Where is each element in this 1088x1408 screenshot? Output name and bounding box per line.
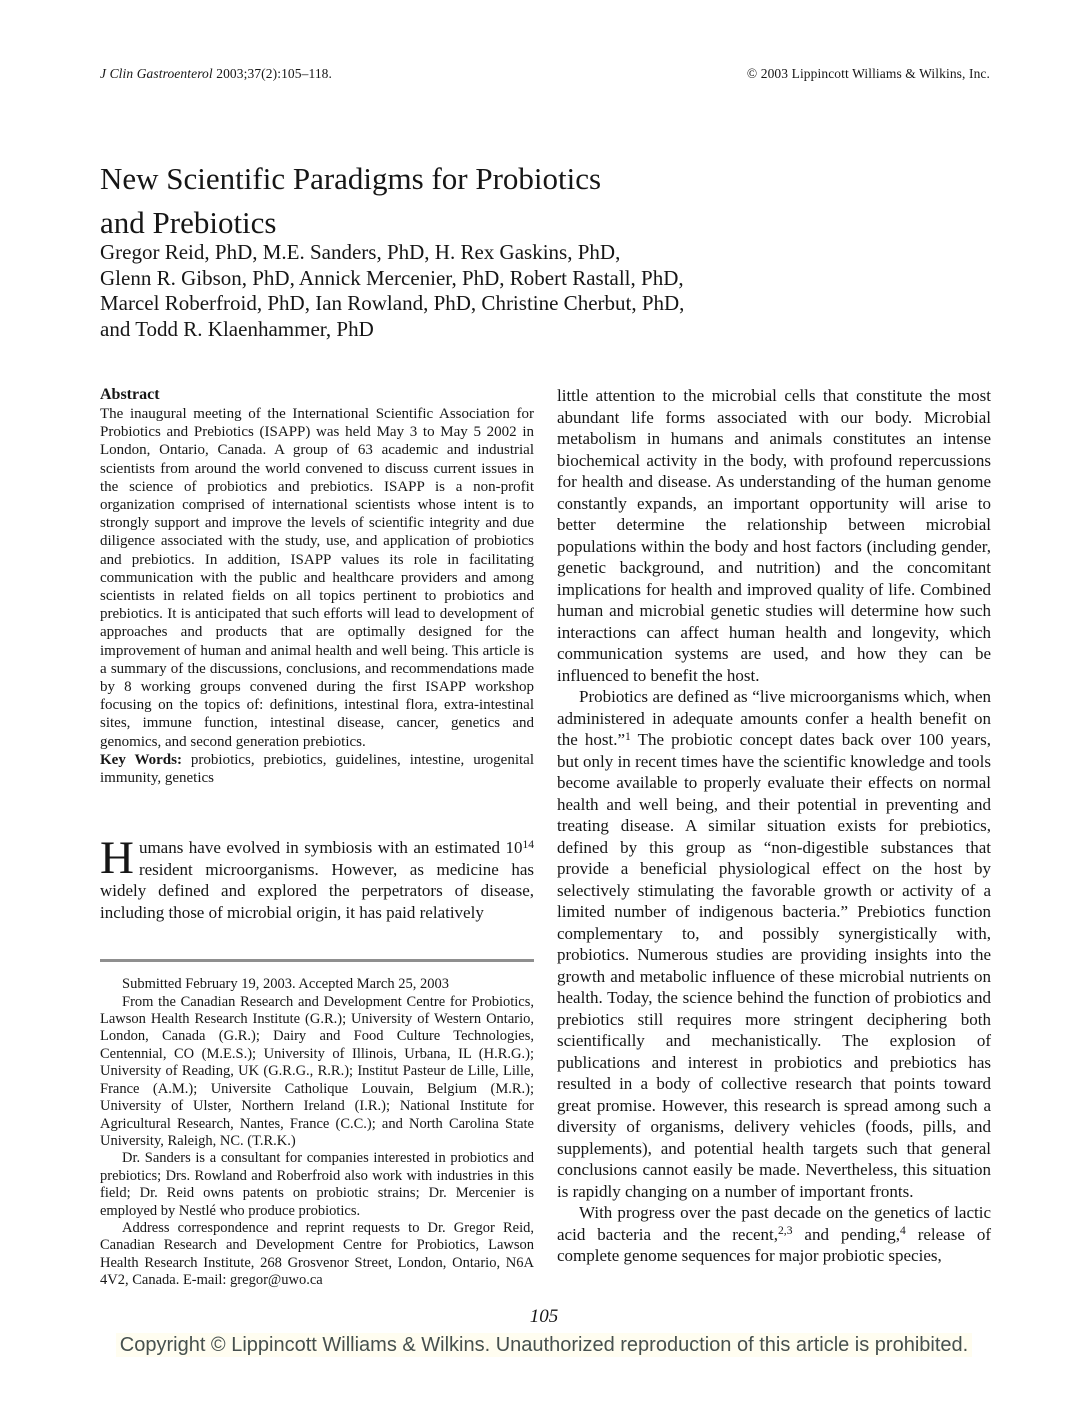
exponent: 14 xyxy=(522,838,534,852)
header-copyright: © 2003 Lippincott Williams & Wilkins, Inc. xyxy=(746,66,990,81)
abstract-section xyxy=(100,385,534,787)
article-title-line2: and Prebiotics xyxy=(100,204,277,240)
journal-citation xyxy=(100,66,332,82)
page-number: 105 xyxy=(529,1306,559,1327)
abstract-body xyxy=(100,405,534,787)
footnote-affiliations: From the Canadian Research and Development Centre for Probiotics, Lawson Health Research Institute (G.R.); University of Western Ontario, London, Canada (G.R.); Dairy and Food Culture Technologies, Centennial, CO (M.E.S.); University of Illinois, Urbana, IL (H.R.G.); University of Reading, UK (G.R.G., R.R.); Institut Pasteur de Lille, Lille, France (A.M.); Universite Catholique Louvain, Belgium (M.R.); University of Ulster, Northern Ireland (I.R.); National Institute for Agricultural Research, Nantes, France (C.C.); and North Carolina State University, Raleigh, NC. (T.R.K.) xyxy=(100,993,534,1149)
keywords-label: Key Words: xyxy=(100,751,182,768)
body-paragraph-2 xyxy=(557,686,991,1202)
intro-text-pre: umans have evolved in symbiosis with an estimated 10 xyxy=(138,838,523,858)
intro-paragraph xyxy=(100,832,534,923)
journal-citation-numbers: 2003;37(2):105–118. xyxy=(212,66,332,81)
body-paragraph-3 xyxy=(557,1202,991,1267)
author-line: Glenn R. Gibson, PhD, Annick Mercenier, PhD, Robert Rastall, PhD, xyxy=(100,265,684,290)
copyright-watermark-text: Copyright © Lippincott Williams & Wilkins. Unauthorized reproduction of this article is prohibited. xyxy=(116,1333,972,1357)
journal-name: J Clin Gastroenterol xyxy=(100,66,213,81)
footnote-submitted: Submitted February 19, 2003. Accepted March 25, 2003 xyxy=(122,976,449,993)
reference-superscript-1: 1 xyxy=(625,729,631,743)
keywords-text: probiotics, prebiotics, guidelines, intestine, urogenital immunity, genetics xyxy=(100,751,535,787)
running-head xyxy=(100,66,990,82)
reference-superscript-2-3: 2,3 xyxy=(778,1224,793,1238)
author-line: Marcel Roberfroid, PhD, Ian Rowland, PhD, Christine Cherbut, PhD, xyxy=(100,291,685,315)
drop-cap: H xyxy=(100,832,134,885)
body-paragraph-3-post: release of complete genome sequences for major probiotic species, xyxy=(557,1224,991,1265)
body-paragraph-2-post: The probiotic concept dates back over 100 years, but only in recent times have the scientific knowledge and tools become available to properly evaluate their effects on normal health and well being, and their potential in preventing and treating disease. A similar situation exists for prebiotics, defined by this group as “non-digestible substances that provide a beneficial physiological effect on the host by selectively stimulating the favorable growth or activity of a limited number of indigenous bacteria.” Prebiotics function complementary to, and possibly synergistically with, probiotics. Numerous studies are providing insights into the growth and metabolic influence of these microbial nutrients on health. Today, the science behind the function of probiotics and prebiotics still requires more stringent deciphering both scientifically and mechanistically. The explosion of publications and interest in probiotics and prebiotics has resulted in a body of collective research that points toward great promise. However, this research is spread among such a diversity of organisms, delivery vehicles (foods, pills, and supplements), and potential health targets such that general conclusions cannot easily be made. Nevertheless, this situation is rapidly changing on a number of important fronts. xyxy=(557,730,992,1201)
abstract-text: The inaugural meeting of the International Scientific Association for Probiotics and Prebiotics (ISAPP) was held May 3 to May 5 2002 in London, Ontario, Canada. A group of 63 academic and industrial scientists from around the world convened to discuss current issues in the science of probiotics and prebiotics. ISAPP is a non-profit organization comprised of international scientists whose intent is to strongly support and improve the levels of scientific integrity and due diligence associated with the study, use, and application of probiotics and prebiotics. In addition, ISAPP values its role in facilitating communication with the public and healthcare providers and among scientists in related fields on all topics pertinent to probiotics and prebiotics. It is anticipated that such efforts will lead to development of approaches and products that are optimally designed for the improvement of human and animal health and well being. This article is a summary of the discussions, conclusions, and recommendations made by 8 working groups convened during the first ISAPP workshop focusing on the topics of: definitions, intestinal flora, extra-intestinal sites, immune function, intestinal disease, cancer, genetics and genomics, and second generation prebiotics. xyxy=(100,406,534,750)
abstract-heading: Abstract xyxy=(100,386,160,403)
body-paragraph-1: little attention to the microbial cells that constitute the most abundant life forms associated with our body. Microbial metabolism in humans and animals constitutes an intense biochemical activity in the body, with profound repercussions for health and disease. As understanding of the human genome constantly expands, an important opportunity will arise to better determine the relationship between microbial populations within the body and host factors (including gender, genetic background, and nutrition) and the concomitant implications for health and improved quality of life. Combined human and microbial genetic studies will determine how such interactions can affect human health and longevity, which communication systems are used, and how they can be influenced to benefit the host. xyxy=(557,386,991,685)
footnotes-section xyxy=(100,976,534,1289)
footnote-disclosures: Dr. Sanders is a consultant for companies interested in probiotics and prebiotics; Drs. Rowland and Roberfroid also work with industries in this field; Dr. Reid owns patents on probiotic strains; Dr. Mercenier is employed by Nestlé who produce probiotics. xyxy=(100,1150,534,1219)
author-line: and Todd R. Klaenhammer, PhD xyxy=(100,316,374,341)
article-title-line1: New Scientific Paradigms for Probiotics xyxy=(100,160,602,196)
body-paragraph-3-mid: and pending, xyxy=(792,1224,900,1244)
copyright-watermark xyxy=(0,1334,1088,1357)
author-list xyxy=(100,240,800,342)
intro-text xyxy=(100,832,534,923)
author-line: Gregor Reid, PhD, M.E. Sanders, PhD, H. Rex Gaskins, PhD, xyxy=(100,240,621,264)
intro-text-post: resident microorganisms. However, as medicine has widely defined and explored the perpetrators of disease, including those of microbial origin, it has paid relatively xyxy=(100,859,534,922)
article-title xyxy=(100,157,800,245)
footnote-correspondence: Address correspondence and reprint requests to Dr. Gregor Reid, Canadian Research and Development Centre for Probiotics, Lawson Health Research Institute, 268 Grosvenor Street, London, Ontario, N6A 4V2, Canada. E-mail: gregor@uwo.ca xyxy=(100,1219,534,1289)
right-column xyxy=(557,385,991,1267)
body-paragraph-3-pre: With progress over the past decade on the genetics of lactic acid bacteria and the recent, xyxy=(557,1203,991,1244)
footnote-divider xyxy=(100,959,534,962)
reference-superscript-4: 4 xyxy=(899,1224,906,1238)
body-paragraph-2-pre: Probiotics are defined as “live microorganisms which, when administered in adequate amounts confer a health benefit on the host.” xyxy=(557,687,991,749)
left-column xyxy=(100,385,534,1290)
